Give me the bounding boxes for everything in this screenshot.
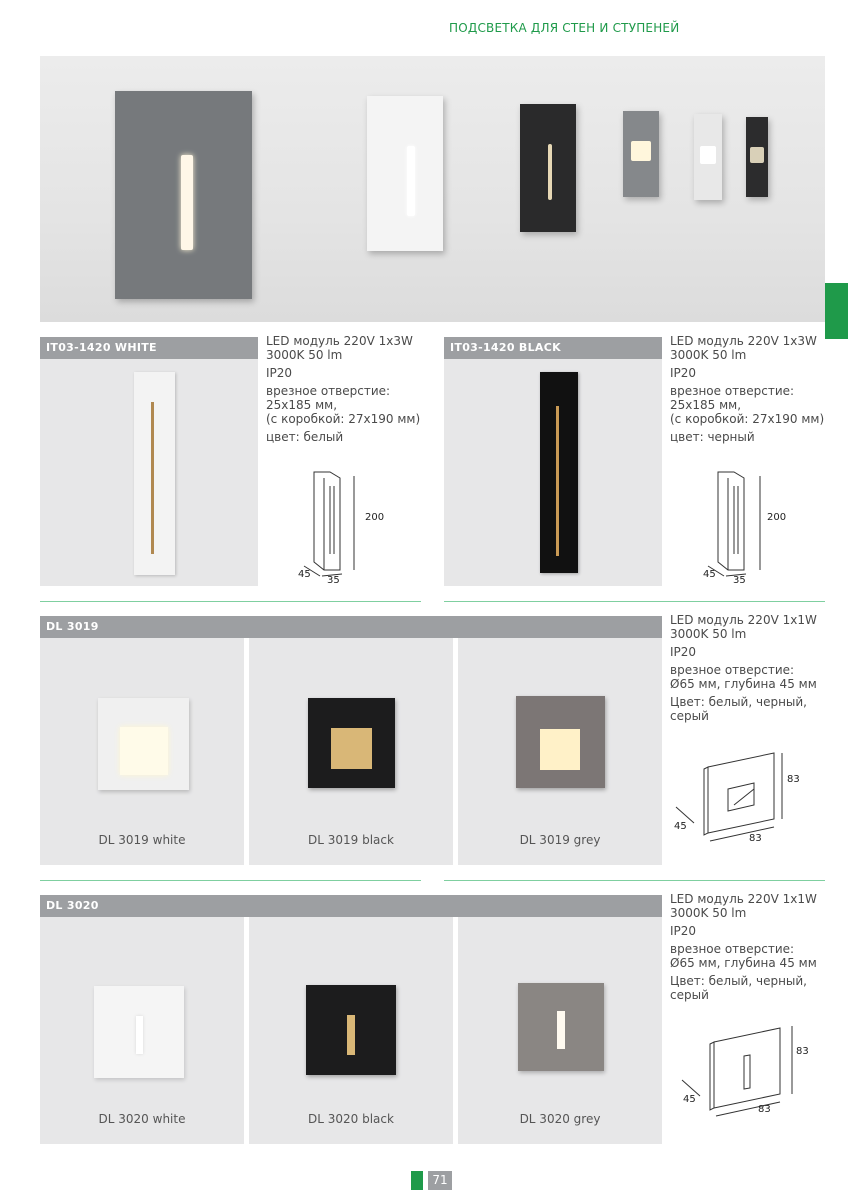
dim-depth-dl3020: 45	[683, 1094, 696, 1105]
hero-photo	[40, 56, 825, 322]
hero-plate-grey-small	[623, 111, 659, 197]
variant-caption-dl3020-grey: DL 3020 grey	[519, 1112, 601, 1126]
hero-plate-black-small	[746, 117, 768, 197]
product-title-it-white: IT03-1420 WHITE	[40, 337, 258, 359]
product-photo-dl3019-grey	[458, 638, 662, 865]
product-photo-dl3019-black	[249, 638, 453, 865]
dim-width-it-white: 45	[298, 569, 311, 580]
product-photo-dl3020-black	[249, 917, 453, 1144]
dimension-drawing-it-white	[296, 470, 396, 588]
hero-plate-black	[520, 104, 576, 232]
specs-dl3019: LED модуль 220V 1x1W 3000K 50 lm IP20 врезное отверстие: Ø65 мм, глубина 45 мм Цвет: белый, черный, серый	[670, 613, 817, 723]
dim-height-it-black: 200	[767, 512, 787, 523]
product-photo-it-white	[40, 359, 258, 586]
product-title-dl3020: DL 3020	[40, 895, 662, 917]
dimension-drawing-dl3019	[670, 745, 800, 845]
dim-height-dl3020: 83	[796, 1046, 809, 1057]
product-title-dl3019: DL 3019	[40, 616, 662, 638]
hero-plate-white-small	[694, 114, 722, 200]
variant-caption-dl3020-white: DL 3020 white	[98, 1112, 186, 1126]
dim-height-it-white: 200	[365, 512, 385, 523]
hero-plate-grey-large	[115, 91, 252, 299]
specs-it-black: LED модуль 220V 1x3W 3000K 50 lm IP20 врезное отверстие: 25x185 мм, (с коробкой: 27x190 мм) цвет: черный	[670, 334, 825, 444]
product-photo-it-black	[444, 359, 662, 586]
dim-width-it-black: 45	[703, 569, 716, 580]
specs-dl3020: LED модуль 220V 1x1W 3000K 50 lm IP20 врезное отверстие: Ø65 мм, глубина 45 мм Цвет: белый, черный, серый	[670, 892, 817, 1002]
hero-plate-white	[367, 96, 443, 251]
variant-caption-dl3019-grey: DL 3019 grey	[519, 833, 601, 847]
product-photo-dl3019-white	[40, 638, 244, 865]
product-photo-dl3020-grey	[458, 917, 662, 1144]
divider	[444, 880, 825, 881]
dim-height-dl3019: 83	[787, 774, 800, 785]
dim-width-dl3019: 83	[749, 833, 762, 844]
divider	[40, 601, 421, 602]
dim-depth-it-black: 35	[733, 575, 746, 586]
specs-it-white: LED модуль 220V 1x3W 3000K 50 lm IP20 врезное отверстие: 25x185 мм, (с коробкой: 27x190 мм) цвет: белый	[266, 334, 421, 444]
page-number: 71	[428, 1171, 452, 1190]
dim-depth-it-white: 35	[327, 575, 340, 586]
section-tab	[825, 283, 848, 339]
divider	[444, 601, 825, 602]
variant-caption-dl3019-black: DL 3019 black	[308, 833, 394, 847]
product-photo-dl3020-white	[40, 917, 244, 1144]
divider	[40, 880, 421, 881]
variant-caption-dl3020-black: DL 3020 black	[308, 1112, 394, 1126]
page-marker	[411, 1171, 423, 1190]
dim-depth-dl3019: 45	[674, 821, 687, 832]
variant-caption-dl3019-white: DL 3019 white	[98, 833, 186, 847]
dim-width-dl3020: 83	[758, 1104, 771, 1115]
dimension-drawing-dl3020	[670, 1020, 800, 1120]
product-title-it-black: IT03-1420 BLACK	[444, 337, 662, 359]
section-title: ПОДСВЕТКА ДЛЯ СТЕН И СТУПЕНЕЙ	[449, 21, 680, 35]
